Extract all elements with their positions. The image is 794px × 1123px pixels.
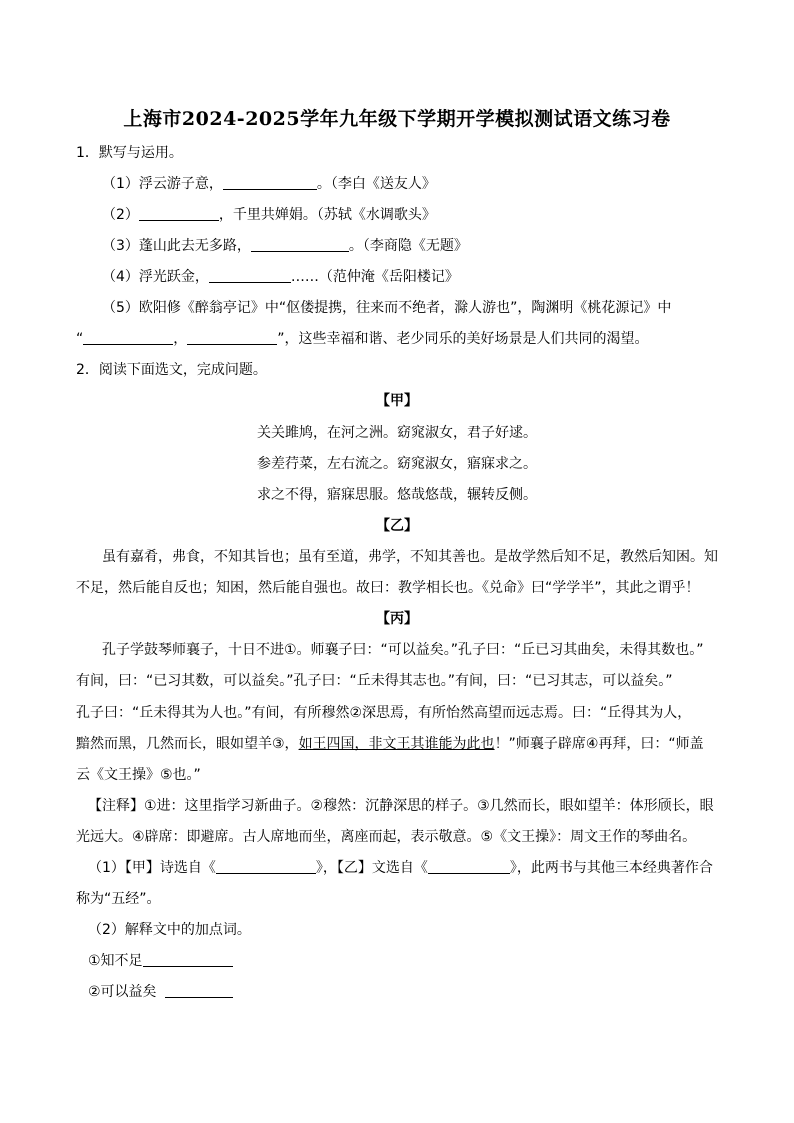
answer-blank[interactable] <box>83 330 173 345</box>
poem-line: 求之不得，寤寐思服。悠哉悠哉，辗转反侧。 <box>257 487 537 503</box>
answer-blank[interactable] <box>165 983 233 998</box>
sub1-text: 》，【乙】文选自《 <box>315 860 428 876</box>
q1-item-3-source: 。（李商隐《无题》 <box>348 238 468 254</box>
open-quote: “ <box>76 331 84 347</box>
answer-blank[interactable] <box>143 952 233 967</box>
sub-question-2: （2）解释文中的加点词。 <box>88 922 251 938</box>
q1-item-2 <box>102 205 436 225</box>
q1-item-2-text: （2） <box>102 207 139 223</box>
sub2-item-label: ①知不足 <box>88 953 143 969</box>
q1-item-4-source: ……（范仲淹《岳阳楼记》 <box>290 269 459 285</box>
bing-text-line <box>76 734 704 754</box>
answer-blank[interactable] <box>139 206 219 221</box>
sub1-text: 》，此两书与其他三本经典著作合 <box>509 860 713 876</box>
q1-item-1 <box>102 174 436 194</box>
answer-blank[interactable] <box>223 175 317 190</box>
q2-header: 2．阅读下面选文，完成问题。 <box>76 362 267 378</box>
answer-blank[interactable] <box>428 859 510 874</box>
section-bing-label: 【丙】 <box>376 611 418 627</box>
answer-blank[interactable] <box>251 237 349 252</box>
q1-item-3-text: （3）蓬山此去无多路， <box>102 238 251 254</box>
q1-item-1-source: 。（李白《送友人》 <box>316 176 436 192</box>
q1-item-4-text: （4）浮光跃金， <box>102 269 209 285</box>
q1-item-4 <box>102 267 459 287</box>
sub-question-1-line2: 称为“五经”。 <box>76 891 161 907</box>
bing-text-segment: ！”师襄子辟席④再拜，曰：“师盖 <box>494 736 704 752</box>
q1-item-5-line2 <box>76 329 649 349</box>
answer-blank[interactable] <box>209 268 291 283</box>
underlined-sentence: 如王四国，非文王其谁能为此也 <box>298 736 495 752</box>
bing-text-line: 有间，曰：“已习其数，可以益矣。”孔子曰：“丘未得其志也。”有间，曰：“已习其志，可以益矣。” <box>76 673 673 689</box>
sub2-item-2 <box>88 982 233 1002</box>
q1-item-5-line1: （5）欧阳修《醉翁亭记》中“伛偻提携，往来而不绝者，滁人游也”，陶渊明《桃花源记》中 <box>102 300 672 316</box>
answer-blank[interactable] <box>216 859 316 874</box>
comma: ， <box>173 331 188 347</box>
page-title: 上海市2024-2025学年九年级下学期开学模拟测试语文练习卷 <box>123 108 671 130</box>
bing-text-line: 孔子曰：“丘未得其为人也。”有间，有所穆然②深思焉，有所怡然高望而远志焉。曰：“丘得其为人， <box>76 705 692 721</box>
sub-question-1 <box>88 858 713 878</box>
section-jia-label: 【甲】 <box>376 393 418 409</box>
sub2-item-label: ②可以益矣 <box>88 984 157 1000</box>
sub2-item-1 <box>88 951 233 971</box>
bing-text-line: 云《文王操》⑤也。” <box>76 767 201 783</box>
bing-text-segment: 黯然而黑，几然而长，眼如望羊③， <box>76 736 299 752</box>
q1-header: 1．默写与运用。 <box>76 145 183 161</box>
bing-text-line: 孔子学鼓琴师襄子，十日不进①。师襄子曰：“可以益矣。”孔子曰：“丘已习其曲矣，未得其数也。” <box>102 642 704 658</box>
section-yi-label: 【乙】 <box>376 518 418 534</box>
poem-line: 关关雎鸠，在河之洲。窈窕淑女，君子好逑。 <box>257 425 537 441</box>
yi-text-line: 不足，然后能自反也；知困，然后能自强也。故曰：教学相长也。《兑命》曰“学学半”，其此之谓乎！ <box>76 580 700 596</box>
q1-item-5-tail: ”，这些幸福和谐、老少同乐的美好场景是人们共同的渴望。 <box>277 331 649 347</box>
q1-item-3 <box>102 236 468 256</box>
q1-item-1-text: （1）浮云游子意， <box>102 176 223 192</box>
yi-text-line: 虽有嘉肴，弗食，不知其旨也；虽有至道，弗学，不知其善也。是故学然后知不足，教然后知困。知 <box>102 549 718 565</box>
q1-item-2-source: ，千里共婵娟。（苏轼《水调歌头》 <box>218 207 436 223</box>
answer-blank[interactable] <box>187 330 277 345</box>
poem-line: 参差荇菜，左右流之。窈窕淑女，寤寐求之。 <box>257 456 537 472</box>
notes-line: 【注释】①进：这里指学习新曲子。②穆然：沉静深思的样子。③几然而长，眼如望羊：体形颀长，眼 <box>88 798 714 814</box>
notes-line: 光远大。④辟席：即避席。古人席地而坐，离座而起，表示敬意。⑤《文王操》：周文王作的琴曲名。 <box>76 829 697 845</box>
sub1-text: （1）【甲】诗选自《 <box>88 860 216 876</box>
